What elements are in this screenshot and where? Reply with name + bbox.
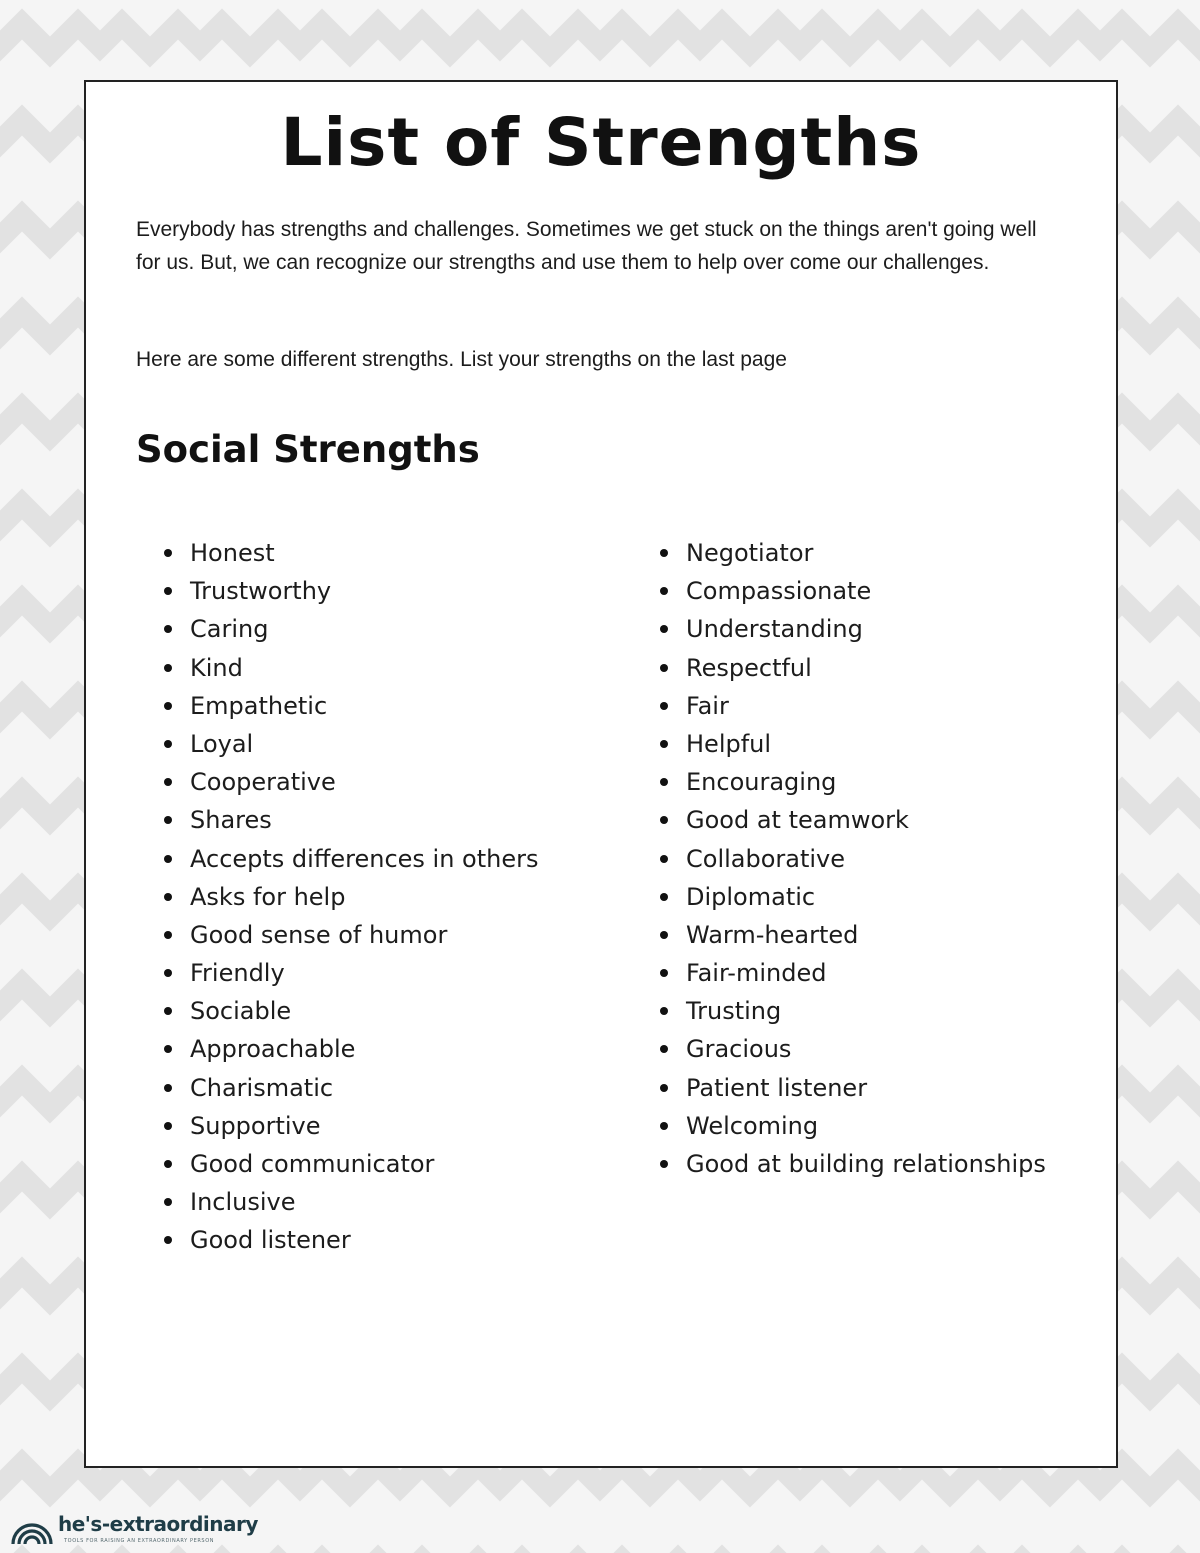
list-item: [161, 725, 539, 763]
intro-paragraph: Everybody has strengths and challenges. Sometimes we get stuck on the things aren't going well for us. But, we can recognize our strengths and use them to help over come our challenges.: [136, 218, 1037, 274]
bullet-icon: [164, 1084, 172, 1092]
bullet-icon: [164, 1007, 172, 1015]
bullet-icon: [164, 855, 172, 863]
bullet-icon: [660, 549, 668, 557]
strength-label: Good at building relationships: [686, 1150, 1046, 1178]
brand-tagline: TOOLS FOR RAISING AN EXTRAORDINARY PERSON: [64, 1538, 215, 1544]
list-item: [657, 763, 1046, 801]
list-item: [161, 1107, 539, 1145]
list-item: [657, 1069, 1046, 1107]
brand-name: he's-extraordinary: [58, 1512, 258, 1536]
bullet-icon: [164, 549, 172, 557]
bullet-icon: [660, 1084, 668, 1092]
bullet-icon: [660, 969, 668, 977]
list-item: [161, 1221, 539, 1259]
list-item: [657, 1030, 1046, 1068]
bullet-icon: [164, 893, 172, 901]
bullet-icon: [164, 931, 172, 939]
list-item: [657, 687, 1046, 725]
list-item: [657, 534, 1046, 572]
strength-label: Collaborative: [686, 844, 846, 873]
intro-instruction: Here are some different strengths. List your strengths on the last page: [136, 348, 787, 371]
list-item: [657, 801, 1046, 839]
strength-label: Honest: [190, 539, 275, 567]
list-item: [657, 992, 1046, 1030]
strength-label: Approachable: [190, 1035, 356, 1064]
bullet-icon: [164, 740, 172, 748]
bullet-icon: [660, 702, 668, 710]
bullet-icon: [660, 625, 668, 633]
bullet-icon: [164, 1122, 172, 1130]
list-item: [657, 954, 1046, 992]
list-item: [161, 763, 539, 801]
strength-label: Friendly: [190, 959, 285, 988]
rainbow-icon: [10, 1512, 54, 1546]
strength-label: Good sense of humor: [190, 920, 448, 949]
list-item: [161, 687, 539, 725]
bullet-icon: [164, 778, 172, 786]
strength-label: Caring: [190, 615, 269, 644]
list-item: [657, 840, 1046, 878]
strength-label: Trustworthy: [190, 577, 332, 606]
list-item: [161, 1145, 539, 1183]
list-item: [161, 1069, 539, 1107]
bullet-icon: [164, 1236, 172, 1244]
strength-label: Cooperative: [190, 768, 336, 797]
strength-label: Inclusive: [190, 1188, 296, 1217]
worksheet-card: [84, 80, 1118, 1468]
bullet-icon: [660, 855, 668, 863]
bullet-icon: [660, 1160, 668, 1168]
strength-label: Empathetic: [190, 691, 328, 720]
page-title: List of Strengths: [280, 104, 922, 181]
bullet-icon: [164, 1045, 172, 1053]
strength-label: Gracious: [686, 1035, 792, 1064]
list-item: [657, 1145, 1046, 1183]
list-item: [657, 610, 1046, 648]
strength-label: Helpful: [686, 729, 772, 758]
strength-label: Good listener: [190, 1226, 351, 1255]
bullet-icon: [164, 816, 172, 824]
strength-label: Accepts differences in others: [190, 844, 539, 873]
strength-label: Respectful: [686, 653, 812, 682]
list-item: [657, 1107, 1046, 1145]
strength-label: Welcoming: [686, 1111, 819, 1140]
bullet-icon: [164, 969, 172, 977]
bullet-icon: [660, 816, 668, 824]
strength-label: Fair-minded: [686, 959, 827, 988]
strength-label: Fair: [686, 691, 729, 720]
section-heading: Social Strengths: [136, 428, 480, 471]
bullet-icon: [164, 702, 172, 710]
list-item: [161, 954, 539, 992]
strength-label: Loyal: [190, 729, 254, 758]
bullet-icon: [660, 587, 668, 595]
strength-label: Sociable: [190, 997, 292, 1026]
strength-label: Negotiator: [686, 539, 814, 567]
brand-logo: [10, 1510, 258, 1550]
list-item: [161, 1183, 539, 1221]
list-item: [161, 572, 539, 610]
strength-label: Warm-hearted: [686, 920, 859, 949]
bullet-icon: [660, 1045, 668, 1053]
bullet-icon: [660, 931, 668, 939]
bullet-icon: [660, 1007, 668, 1015]
strengths-list-left: [161, 534, 539, 1260]
bullet-icon: [660, 740, 668, 748]
strength-label: Asks for help: [190, 882, 346, 911]
list-item: [657, 878, 1046, 916]
list-item: [161, 1030, 539, 1068]
list-item: [657, 649, 1046, 687]
bullet-icon: [164, 664, 172, 672]
list-item: [161, 992, 539, 1030]
strength-label: Kind: [190, 653, 243, 682]
bullet-icon: [660, 1122, 668, 1130]
bullet-icon: [660, 778, 668, 786]
strength-label: Patient listener: [686, 1073, 868, 1102]
list-item: [161, 840, 539, 878]
strength-label: Good at teamwork: [686, 806, 909, 835]
strength-label: Trusting: [686, 997, 782, 1026]
bullet-icon: [660, 893, 668, 901]
strength-label: Compassionate: [686, 577, 872, 606]
strength-label: Encouraging: [686, 768, 837, 797]
list-item: [161, 878, 539, 916]
list-item: [657, 725, 1046, 763]
list-item: [161, 801, 539, 839]
strength-label: Good communicator: [190, 1150, 435, 1178]
list-item: [161, 610, 539, 648]
strength-label: Shares: [190, 806, 272, 835]
strengths-list-right: [657, 534, 1046, 1183]
list-item: [161, 649, 539, 687]
list-item: [657, 572, 1046, 610]
strength-label: Supportive: [190, 1111, 321, 1140]
strength-label: Diplomatic: [686, 882, 816, 911]
list-item: [161, 916, 539, 954]
list-item: [161, 534, 539, 572]
strength-label: Understanding: [686, 615, 863, 644]
bullet-icon: [164, 587, 172, 595]
strength-label: Charismatic: [190, 1073, 334, 1102]
bullet-icon: [164, 1160, 172, 1168]
list-item: [657, 916, 1046, 954]
bullet-icon: [660, 664, 668, 672]
bullet-icon: [164, 1198, 172, 1206]
bullet-icon: [164, 625, 172, 633]
